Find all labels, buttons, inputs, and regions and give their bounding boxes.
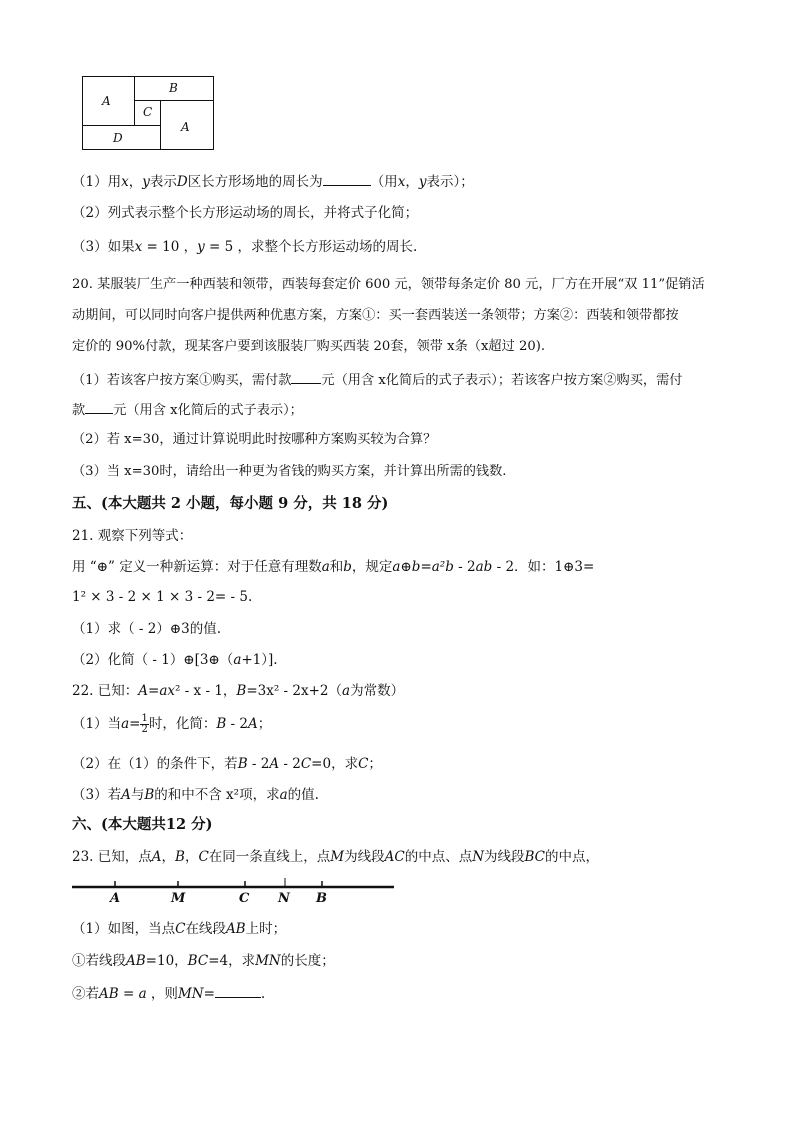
point-a-label: A bbox=[110, 891, 121, 906]
section-6-heading: 六、(本大题共12 分) bbox=[72, 816, 213, 833]
point-c-label: C bbox=[239, 891, 250, 906]
q23-part1 bbox=[72, 920, 286, 938]
var-A: A bbox=[121, 787, 131, 803]
label-a-right: A bbox=[181, 120, 190, 134]
q19-p3-text: （3）如果 bbox=[72, 239, 135, 255]
var-B: B bbox=[144, 787, 155, 803]
q20-part3: （3）当 x=30时，请给出一种更为省钱的购买方案，并计算出所需的钱数. bbox=[72, 464, 507, 479]
answer-blank[interactable] bbox=[323, 172, 371, 186]
var-BC: BC bbox=[524, 849, 546, 865]
fraction-denominator: 2 bbox=[141, 724, 148, 735]
var-AB: AB bbox=[99, 986, 119, 1002]
q23-text: 为线段 bbox=[484, 849, 525, 865]
q21-text: - 2．如：1⊕3= bbox=[492, 559, 595, 575]
var-a: a bbox=[138, 986, 147, 1002]
q22-p1-text: - 2 bbox=[226, 716, 248, 732]
fraction-numerator: 1 bbox=[141, 713, 148, 724]
q22-p2-text: =0，求 bbox=[311, 756, 359, 772]
q19-part1 bbox=[72, 172, 474, 191]
q23-p1-text: 上时； bbox=[245, 921, 287, 937]
var-AB: AB bbox=[225, 921, 246, 937]
q22-part2 bbox=[72, 755, 382, 773]
var-b: b bbox=[343, 559, 352, 575]
expr: ax bbox=[159, 683, 175, 699]
var-AC: AC bbox=[384, 849, 405, 865]
q20-p1-text: 款 bbox=[72, 403, 86, 418]
section-5-heading: 五、(本大题共 2 小题，每小题 9 分，共 18 分) bbox=[72, 495, 389, 512]
expr: a²b bbox=[431, 559, 454, 575]
q21-text: ，规定 bbox=[351, 559, 393, 575]
q22-text: =3x² - 2x+2（ bbox=[246, 683, 343, 699]
q21-text: = bbox=[420, 559, 432, 575]
q22-p2-text: - 2 bbox=[279, 756, 301, 772]
q22-p2-text: - 2 bbox=[247, 756, 270, 772]
q23-part1-i bbox=[72, 952, 335, 970]
number-line-figure bbox=[72, 876, 396, 910]
q23-text: 在同一条直线上，点 bbox=[208, 849, 331, 865]
expr: a⊕b bbox=[392, 559, 421, 575]
var-C: C bbox=[175, 921, 186, 937]
q23-p1ii-text: . bbox=[260, 986, 266, 1002]
var-x: x bbox=[121, 174, 129, 190]
comma: ， bbox=[405, 174, 419, 190]
q20-p1-text: 元（用含 x化简后的式子表示）； bbox=[113, 403, 303, 418]
q23-text: 23. 已知，点 bbox=[72, 849, 152, 865]
var-y: y bbox=[418, 174, 427, 190]
q22-p1-text: （1）当 bbox=[72, 716, 122, 732]
q19-part2: （2）列式表示整个长方形运动场的周长，并将式子化简； bbox=[72, 205, 419, 221]
var-B: B bbox=[175, 849, 185, 865]
q23-p1-text: 在线段 bbox=[185, 921, 226, 937]
var-MN: MN bbox=[255, 953, 281, 969]
q23-p1-text: （1）如图，当点 bbox=[72, 921, 176, 937]
q22-p2-text: （2）在（1）的条件下，若 bbox=[72, 756, 238, 772]
q21-text: 用 “⊕” 定义一种新运算：对于任意有理数 bbox=[72, 559, 322, 575]
q20-p1-text: （1）若该客户按方案①购买，需付款 bbox=[72, 373, 292, 388]
q22-p3-text: （3）若 bbox=[72, 787, 122, 803]
region-diagram bbox=[82, 76, 214, 150]
var-A: A bbox=[151, 849, 162, 865]
q23-text: ， bbox=[161, 849, 176, 865]
q19-part3 bbox=[72, 238, 417, 256]
var-a: a bbox=[233, 652, 242, 668]
q20-p1-text: 元（用含 x化简后的式子表示）；若该客户按方案②购买，需付 bbox=[321, 373, 683, 388]
var-N: N bbox=[472, 849, 485, 865]
q23-p1ii-text: = bbox=[203, 986, 215, 1002]
var-y: y bbox=[197, 239, 205, 255]
q23-text: 的中点， bbox=[545, 849, 600, 865]
q19-p3-text: = 5 ，求整个长方形运动场的周长. bbox=[204, 239, 418, 255]
q22-p3-text: 与 bbox=[130, 787, 145, 803]
q20-part2: （2）若 x=30，通过计算说明此时按哪种方案购买较为合算？ bbox=[72, 432, 437, 447]
var-B: B bbox=[237, 756, 248, 772]
q22-part1 bbox=[72, 712, 271, 736]
q23-text: 为线段 bbox=[344, 849, 385, 865]
q22-part3 bbox=[72, 786, 319, 804]
fraction-one-half bbox=[140, 714, 148, 735]
var-a: a bbox=[321, 559, 330, 575]
q21-p2-text: （2）化简（ - 1）⊕[3⊕（ bbox=[72, 652, 234, 668]
q22-text: 为常数） bbox=[350, 683, 405, 699]
q22-p1-text: ； bbox=[257, 716, 272, 732]
var-A: A bbox=[269, 756, 280, 772]
var-a: a bbox=[121, 716, 130, 732]
var-C: C bbox=[358, 756, 369, 772]
q23-p1i-text: ①若线段 bbox=[72, 953, 126, 969]
q21-p2-text: +1）]. bbox=[241, 652, 278, 668]
label-c: C bbox=[143, 105, 153, 119]
q23-p1i-text: =4，求 bbox=[208, 953, 256, 969]
answer-blank[interactable] bbox=[215, 984, 261, 998]
var-y: y bbox=[142, 174, 150, 190]
var-a: a bbox=[342, 683, 351, 699]
var-BC: BC bbox=[187, 953, 209, 969]
q22-p1-text: 时，化简： bbox=[148, 716, 217, 732]
label-d: D bbox=[113, 131, 123, 145]
q19-p1-text: 区长方形场地的周长为 bbox=[187, 174, 323, 190]
q22-p3-text: 的和中不含 x²项，求 bbox=[154, 787, 280, 803]
q23-p1i-text: =10， bbox=[145, 953, 188, 969]
var-AB: AB bbox=[126, 953, 146, 969]
q19-p1-text: （1）用 bbox=[72, 174, 122, 190]
q22-text: = bbox=[148, 683, 160, 699]
number-line bbox=[72, 876, 396, 910]
q21-line2 bbox=[72, 558, 594, 576]
var-M: M bbox=[330, 849, 345, 865]
q21-text: 和 bbox=[329, 559, 344, 575]
var-A: A bbox=[248, 716, 258, 732]
var-C: C bbox=[300, 756, 312, 772]
q23-part1-ii bbox=[72, 984, 265, 1003]
q23-line1 bbox=[72, 848, 599, 866]
q22-text: 22. 已知： bbox=[72, 683, 139, 699]
var-x: x bbox=[134, 239, 143, 255]
q22-p3-text: 的值. bbox=[287, 787, 319, 803]
q23-p1ii-text: ，则 bbox=[146, 986, 178, 1002]
q19-p3-text: = 10 ， bbox=[142, 239, 198, 255]
q23-p1i-text: 的长度； bbox=[280, 953, 335, 969]
q20-line1: 20. 某服装厂生产一种西装和领带，西装每套定价 600 元，领带每条定价 80 元，厂方在开展“双 11”促销活 bbox=[72, 277, 705, 292]
expr: ab bbox=[475, 559, 493, 575]
var-B: B bbox=[216, 716, 227, 732]
q19-p1-text: 表示）； bbox=[426, 174, 474, 190]
comma: ， bbox=[128, 174, 143, 190]
q22-p1-text: = bbox=[129, 716, 141, 732]
label-b: B bbox=[169, 81, 178, 95]
q21-text: - 2 bbox=[453, 559, 476, 575]
q23-text: ， bbox=[184, 849, 199, 865]
answer-blank[interactable] bbox=[291, 370, 321, 384]
q19-p1-text: （用 bbox=[370, 174, 398, 190]
q20-part1 bbox=[72, 370, 682, 390]
q21-line1: 21. 观察下列等式： bbox=[72, 528, 193, 544]
q19-p1-text: 表示 bbox=[149, 174, 177, 190]
label-a-left: A bbox=[102, 94, 111, 108]
var-A: A bbox=[138, 683, 149, 699]
var-x: x bbox=[397, 174, 406, 190]
q20-line2: 动期间，可以同时向客户提供两种优惠方案，方案①：买一套西装送一条领带；方案②：西装和领带都按 bbox=[72, 308, 679, 323]
q21-part2 bbox=[72, 651, 278, 669]
var-MN: MN bbox=[177, 986, 204, 1002]
point-m-label: M bbox=[171, 891, 186, 906]
q21-part1: （1）求（ - 2）⊕3的值. bbox=[72, 621, 222, 637]
point-n-label: N bbox=[278, 891, 290, 906]
var-C: C bbox=[198, 849, 209, 865]
var-d: D bbox=[176, 174, 188, 190]
q20-part1-cont bbox=[72, 400, 303, 420]
var-a: a bbox=[279, 787, 288, 803]
q23-p1ii-text: ②若 bbox=[72, 986, 99, 1002]
var-B: B bbox=[236, 683, 247, 699]
q20-line3: 定价的 90%付款，现某客户要到该服装厂购买西装 20套，领带 x条（x超过 20). bbox=[72, 339, 546, 354]
q23-text: 的中点、点 bbox=[404, 849, 473, 865]
point-b-label: B bbox=[316, 891, 327, 906]
q23-p1ii-text: = bbox=[118, 986, 139, 1002]
q21-line3: 1² × 3 - 2 × 1 × 3 - 2= - 5. bbox=[72, 589, 253, 605]
q22-text: ² - x - 1， bbox=[175, 683, 237, 699]
q22-line1 bbox=[72, 682, 404, 700]
q22-p2-text: ； bbox=[368, 756, 382, 772]
answer-blank[interactable] bbox=[85, 400, 113, 414]
